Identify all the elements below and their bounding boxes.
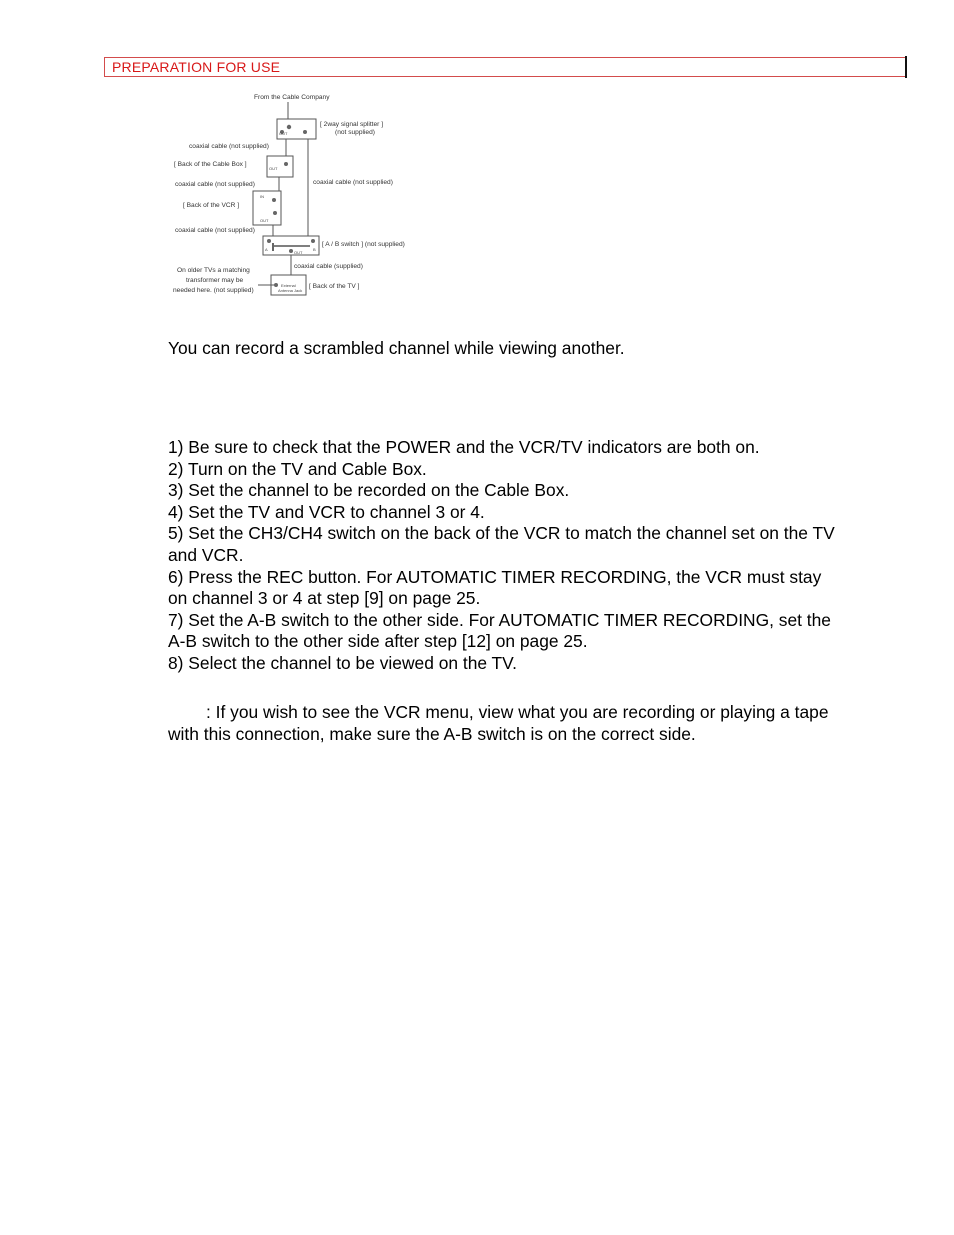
step-line: 2) Turn on the TV and Cable Box. (168, 458, 427, 479)
step-line: 8) Select the channel to be viewed on the TV. (168, 652, 518, 673)
label-from-cable-company: From the Cable Company (254, 94, 330, 101)
label-cable-right: coaxial cable (not supplied) (313, 179, 393, 186)
label-cable-top-left: coaxial cable (not supplied) (189, 143, 269, 150)
step-line: 5) Set the CH3/CH4 switch on the back of the VCR to match the channel set on the TV (168, 523, 835, 544)
intro-text: You can record a scrambled channel while viewing another. (168, 338, 625, 358)
switch-port-a: A (265, 247, 268, 252)
note-line-2: with this connection, make sure the A-B switch is on the correct side. (168, 723, 696, 744)
tv-port-line1: External (281, 283, 296, 288)
connection-diagram-graphic (165, 88, 427, 300)
section-title: PREPARATION FOR USE (112, 59, 281, 75)
tv-port-line2: Antenna Jack (278, 288, 303, 293)
step-line: 7) Set the A-B switch to the other side. For AUTOMATIC TIMER RECORDING, set the (168, 609, 831, 630)
connection-diagram (165, 88, 427, 300)
step-line: 6) Press the REC button. For AUTOMATIC TIMER RECORDING, the VCR must stay (168, 566, 822, 587)
label-transformer-2: transformer may be (186, 277, 244, 284)
label-vcr-back: [ Back of the VCR ] (183, 202, 240, 209)
label-ab-switch: [ A / B switch ] (not supplied) (322, 241, 405, 248)
label-transformer-3: needed here. (not supplied) (173, 287, 254, 294)
label-splitter: [ 2way signal splitter ] (320, 121, 384, 128)
note-block (168, 702, 829, 745)
label-cable-mid-left: coaxial cable (not supplied) (175, 181, 255, 188)
step-line: 4) Set the TV and VCR to channel 3 or 4. (168, 501, 485, 522)
label-cable-low-left: coaxial cable (not supplied) (175, 227, 255, 234)
step-line: on channel 3 or 4 at step [9] on page 25. (168, 588, 481, 609)
step-list (168, 437, 835, 675)
switch-port-out: OUT (294, 250, 303, 255)
note-line-1 (168, 702, 829, 724)
section-header (104, 57, 906, 77)
header-rule-mark (905, 56, 907, 78)
note-text-1: : If you wish to see the VCR menu, view what you are recording or playing a tape (206, 702, 829, 722)
step-line: 3) Set the channel to be recorded on the Cable Box. (168, 480, 570, 501)
label-cable-supplied: coaxial cable (supplied) (294, 263, 363, 270)
step-line: and VCR. (168, 544, 244, 565)
label-splitter-note: (not supplied) (335, 129, 375, 136)
vcr-port-in: IN (260, 194, 264, 199)
label-tv-back: [ Back of the TV ] (309, 283, 360, 290)
vcr-port-out: OUT (260, 218, 269, 223)
step-line: 1) Be sure to check that the POWER and the VCR/TV indicators are both on. (168, 437, 760, 457)
switch-port-b: B (313, 247, 316, 252)
label-transformer-1: On older TVs a matching (177, 267, 250, 274)
splitter-port-out: OUT (279, 131, 288, 136)
label-cable-box: [ Back of the Cable Box ] (174, 161, 247, 168)
cablebox-port-out: OUT (269, 166, 278, 171)
step-line: A-B switch to the other side after step [12] on page 25. (168, 631, 588, 652)
